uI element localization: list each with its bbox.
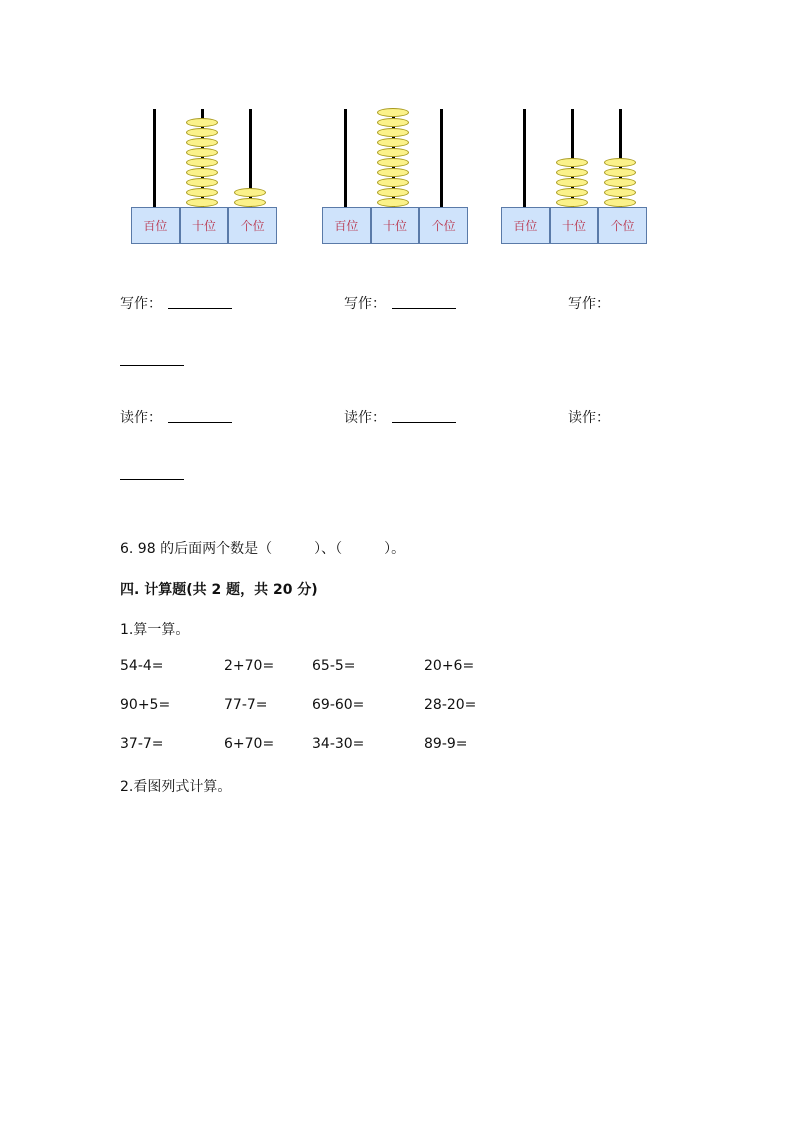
abacus-bead (186, 168, 218, 177)
abacus-bead (186, 178, 218, 187)
abacus-bead (377, 178, 409, 187)
calc-item: 65-5= (312, 658, 356, 674)
write-label-1: 写作： (120, 296, 162, 312)
abacus-bead (604, 188, 636, 197)
calc-item: 90+5= (120, 697, 171, 713)
abacus-bead (186, 148, 218, 157)
abacus-bead (556, 188, 588, 197)
read-answer-line-1[interactable] (168, 422, 232, 423)
write-answer-line-3[interactable] (120, 365, 184, 366)
question-2-title: 2.看图列式计算。 (120, 779, 232, 795)
calc-item: 20+6= (424, 658, 475, 674)
calc-item: 77-7= (224, 697, 268, 713)
read-answer-line-2[interactable] (392, 422, 456, 423)
write-label-3: 写作： (568, 296, 610, 312)
abacus-bead (186, 118, 218, 127)
abacus-bead (556, 178, 588, 187)
abacus-bead (604, 168, 636, 177)
abacus-bead (377, 188, 409, 197)
read-label-1: 读作： (120, 410, 162, 426)
abacus-base (131, 207, 277, 244)
abacus-bead (186, 188, 218, 197)
abacus-3 (501, 109, 647, 245)
abacus-bead (556, 198, 588, 207)
question-1-title: 1.算一算。 (120, 622, 190, 638)
calc-item: 89-9= (424, 736, 468, 752)
abacus-bead (377, 138, 409, 147)
place-label-hundreds: 百位 (131, 207, 180, 244)
abacus-rod-hundreds (153, 109, 156, 209)
write-answer-line-1[interactable] (168, 308, 232, 309)
place-label-ones: 个位 (228, 207, 277, 244)
calc-item: 28-20= (424, 697, 477, 713)
calc-item: 37-7= (120, 736, 164, 752)
abacus-bead (556, 168, 588, 177)
abacus-2 (322, 109, 468, 245)
abacus-rod-hundreds (344, 109, 347, 209)
abacus-bead (604, 158, 636, 167)
calc-item: 54-4= (120, 658, 164, 674)
section-4-title: 四. 计算题(共 2 题，共 20 分) (120, 582, 318, 598)
abacus-bead (234, 198, 266, 207)
write-answer-line-2[interactable] (392, 308, 456, 309)
abacus-bead (556, 158, 588, 167)
abacus-bead (186, 138, 218, 147)
place-label-tens: 十位 (371, 207, 420, 244)
abacus-bead (377, 198, 409, 207)
abacus-bead (377, 118, 409, 127)
abacus-base (322, 207, 468, 244)
place-label-hundreds: 百位 (322, 207, 371, 244)
abacus-bead (604, 178, 636, 187)
place-label-hundreds: 百位 (501, 207, 550, 244)
calc-item: 2+70= (224, 658, 275, 674)
read-label-3: 读作： (568, 410, 610, 426)
abacus-rod-ones (440, 109, 443, 209)
place-label-ones: 个位 (419, 207, 468, 244)
abacus-rod-hundreds (523, 109, 526, 209)
abacus-bead (186, 198, 218, 207)
read-label-2: 读作： (344, 410, 386, 426)
abacus-1 (131, 109, 277, 245)
place-label-ones: 个位 (598, 207, 647, 244)
place-label-tens: 十位 (550, 207, 599, 244)
calc-item: 34-30= (312, 736, 365, 752)
question-6: 6. 98 的后面两个数是（ ）、（ ）。 (120, 541, 406, 557)
abacus-bead (377, 128, 409, 137)
abacus-bead (604, 198, 636, 207)
abacus-bead (234, 188, 266, 197)
abacus-bead (377, 148, 409, 157)
place-label-tens: 十位 (180, 207, 229, 244)
abacus-bead (377, 168, 409, 177)
read-answer-line-3[interactable] (120, 479, 184, 480)
abacus-bead (186, 158, 218, 167)
calc-item: 6+70= (224, 736, 275, 752)
abacus-bead (377, 108, 409, 117)
abacus-base (501, 207, 647, 244)
write-label-2: 写作： (344, 296, 386, 312)
abacus-bead (377, 158, 409, 167)
abacus-bead (186, 128, 218, 137)
calc-item: 69-60= (312, 697, 365, 713)
